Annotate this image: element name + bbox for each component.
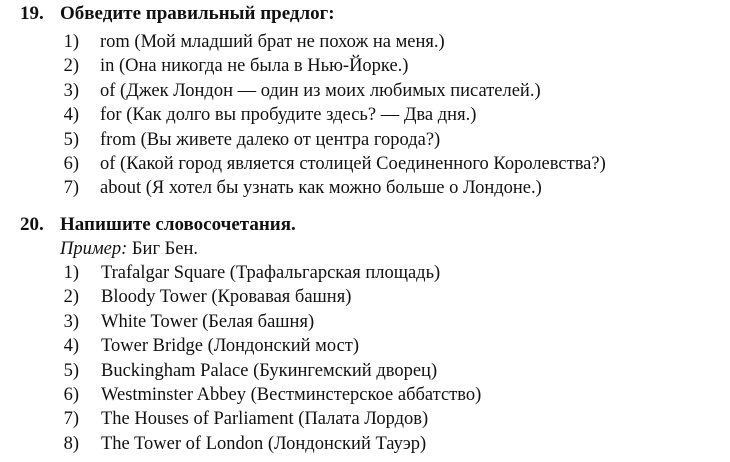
example-text: Биг Бен. (131, 239, 199, 259)
item-text: rom (Мой младший брат не похож на меня.) (100, 32, 445, 52)
item-text: of (Джек Лондон — один из моих любимых писателей.) (100, 80, 541, 101)
item-text: Westminster Abbey (Вестминстерское аббатство) (101, 384, 482, 405)
item-text: Trafalgar Square (Трафальгарская площадь) (101, 263, 441, 283)
item-text: Bloody Tower (Кровавая башня) (101, 287, 352, 308)
item-text: Tower Bridge (Лондонский мост) (101, 336, 360, 357)
item-text: The Tower of London (Лондонский Тауэр) (101, 433, 427, 454)
item-number: 1) (63, 263, 79, 283)
item-number: 4) (63, 336, 79, 357)
item-number: 1) (63, 32, 79, 52)
item-number: 7) (63, 178, 79, 199)
item-text: Buckingham Palace (Букингемский дворец) (101, 360, 438, 381)
example-label: Пример: (60, 239, 128, 259)
item-text: for (Как долго вы пробудите здесь? — Два дня.) (100, 105, 477, 126)
item-text: of (Какой город является столицей Соединенного Королевства?) (100, 153, 606, 174)
item-number: 5) (63, 360, 79, 381)
exercise-20-number: 20. (20, 214, 44, 235)
item-number: 2) (63, 56, 79, 77)
item-text: The Houses of Parliament (Палата Лордов) (101, 409, 429, 430)
exercise-20-instruction: Напишите словосочетания. (60, 214, 296, 235)
item-number: 3) (63, 311, 79, 332)
item-text: from (Вы живете далеко от центра города?) (100, 129, 441, 150)
item-number: 8) (63, 433, 79, 454)
example-line (60, 237, 198, 261)
item-number: 7) (63, 409, 79, 430)
exercise-19-instruction: Обведите правильный предлог: (60, 3, 335, 24)
exercise-19-number: 19. (20, 3, 44, 24)
item-text: in (Она никогда не была в Нью-Йорке.) (100, 56, 409, 77)
item-number: 3) (63, 80, 79, 101)
item-number: 6) (63, 384, 79, 405)
item-number: 6) (63, 153, 79, 174)
item-number: 2) (63, 287, 79, 308)
item-text: White Tower (Белая башня) (101, 311, 315, 332)
item-number: 5) (63, 129, 79, 150)
item-number: 4) (63, 105, 79, 126)
item-text: about (Я хотел бы узнать как можно больше о Лондоне.) (100, 178, 542, 199)
